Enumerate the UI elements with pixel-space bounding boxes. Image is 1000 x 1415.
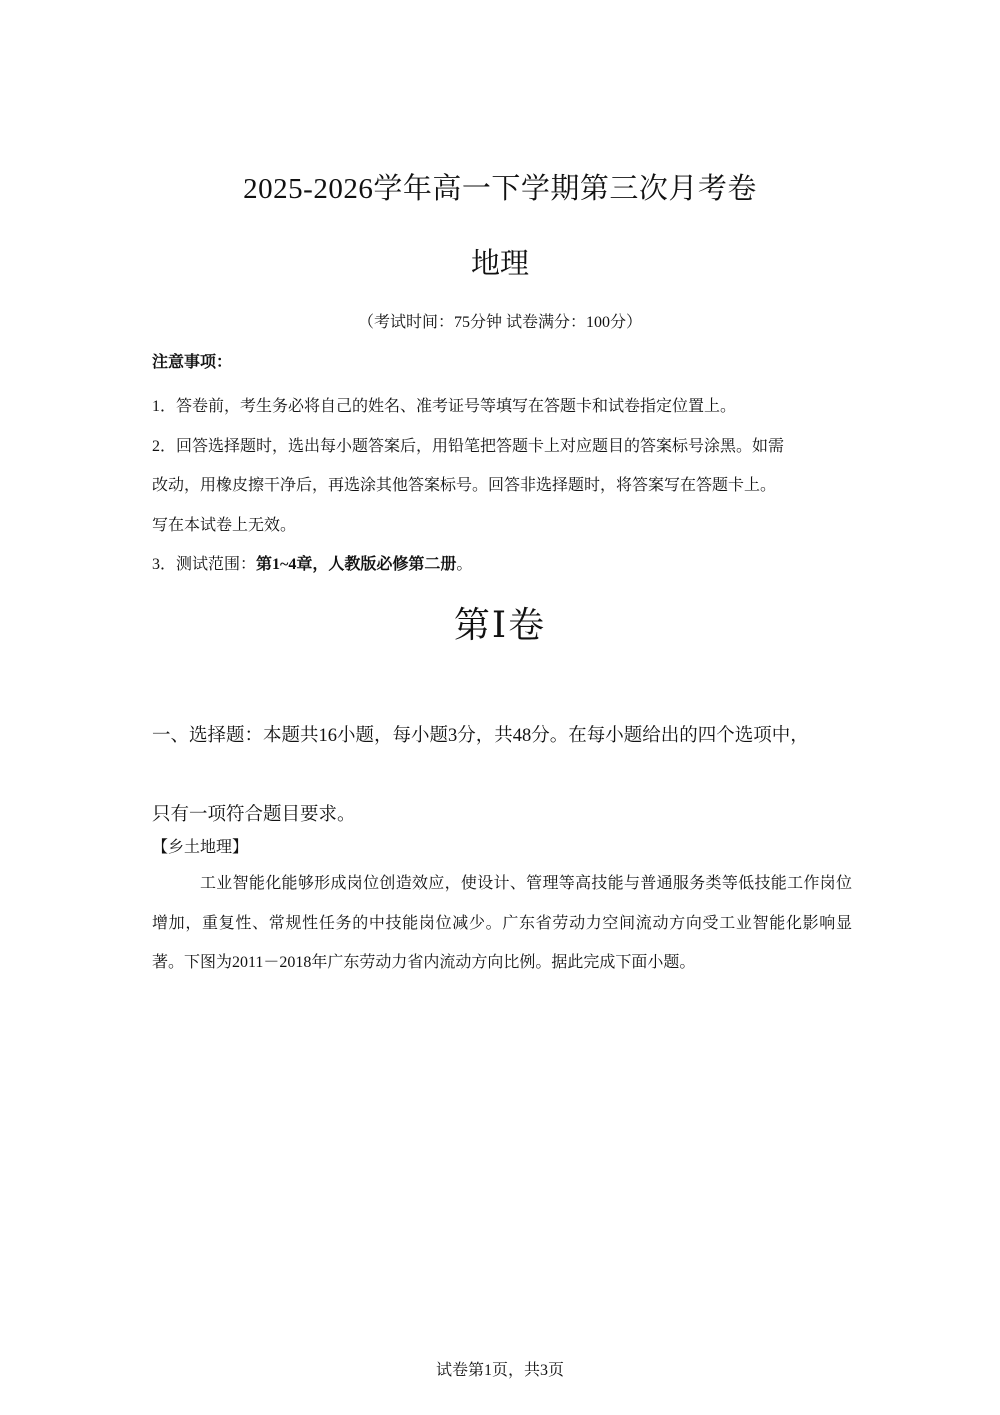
note-item-3-suffix: 。 xyxy=(456,556,473,573)
part-title: 第Ⅰ卷 xyxy=(453,605,547,645)
section-heading-line-2: 只有一项符合题目要求。 xyxy=(152,805,356,825)
note-item-1: 1．答卷前，考生务必将自己的姓名、准考证号等填写在答题卡和试卷指定位置上。 xyxy=(152,398,737,415)
note-item-2-line-1: 2．回答选择题时，选出每小题答案后，用铅笔把答题卡上对应题目的答案标号涂黑。如需 xyxy=(152,437,785,455)
question-passage xyxy=(152,864,852,983)
exam-info: （考试时间：75分钟 试卷满分：100分） xyxy=(357,314,642,331)
test-scope: 第1~4章，人教版必修第二册 xyxy=(256,556,457,573)
note-item-3 xyxy=(152,545,862,585)
question-topic: 【乡土地理】 xyxy=(152,839,249,856)
note-item-3-prefix: 3．测试范围： xyxy=(152,556,257,573)
section-heading xyxy=(152,697,868,855)
notes-heading: 注意事项： xyxy=(152,354,233,371)
page-footer: 试卷第1页，共3页 xyxy=(435,1362,564,1379)
subject-title: 地理 xyxy=(470,248,529,280)
note-item-2-line-2: 改动，用橡皮擦干净后，再选涂其他答案标号。回答非选择题时，将答案写在答题卡上。 xyxy=(152,477,777,494)
note-item-2-line-3: 写在本试卷上无效。 xyxy=(152,516,297,534)
notes-list xyxy=(152,387,862,585)
passage-text: 工业智能化能够形成岗位创造效应，使设计、管理等高技能与普通服务类等低技能工作岗位增加，重复性、常规性任务的中技能岗位减少。广东省劳动力空间流动方向受工业智能化影响显著。下图为2011－2018年广东劳动力省内流动方向比例。据此完成下面小题。 xyxy=(152,875,852,971)
exam-title: 2025-2026学年高一下学期第三次月考卷 xyxy=(243,173,757,205)
section-heading-line-1: 一、选择题：本题共16小题，每小题3分，共48分。在每小题给出的四个选项中， xyxy=(152,726,809,746)
